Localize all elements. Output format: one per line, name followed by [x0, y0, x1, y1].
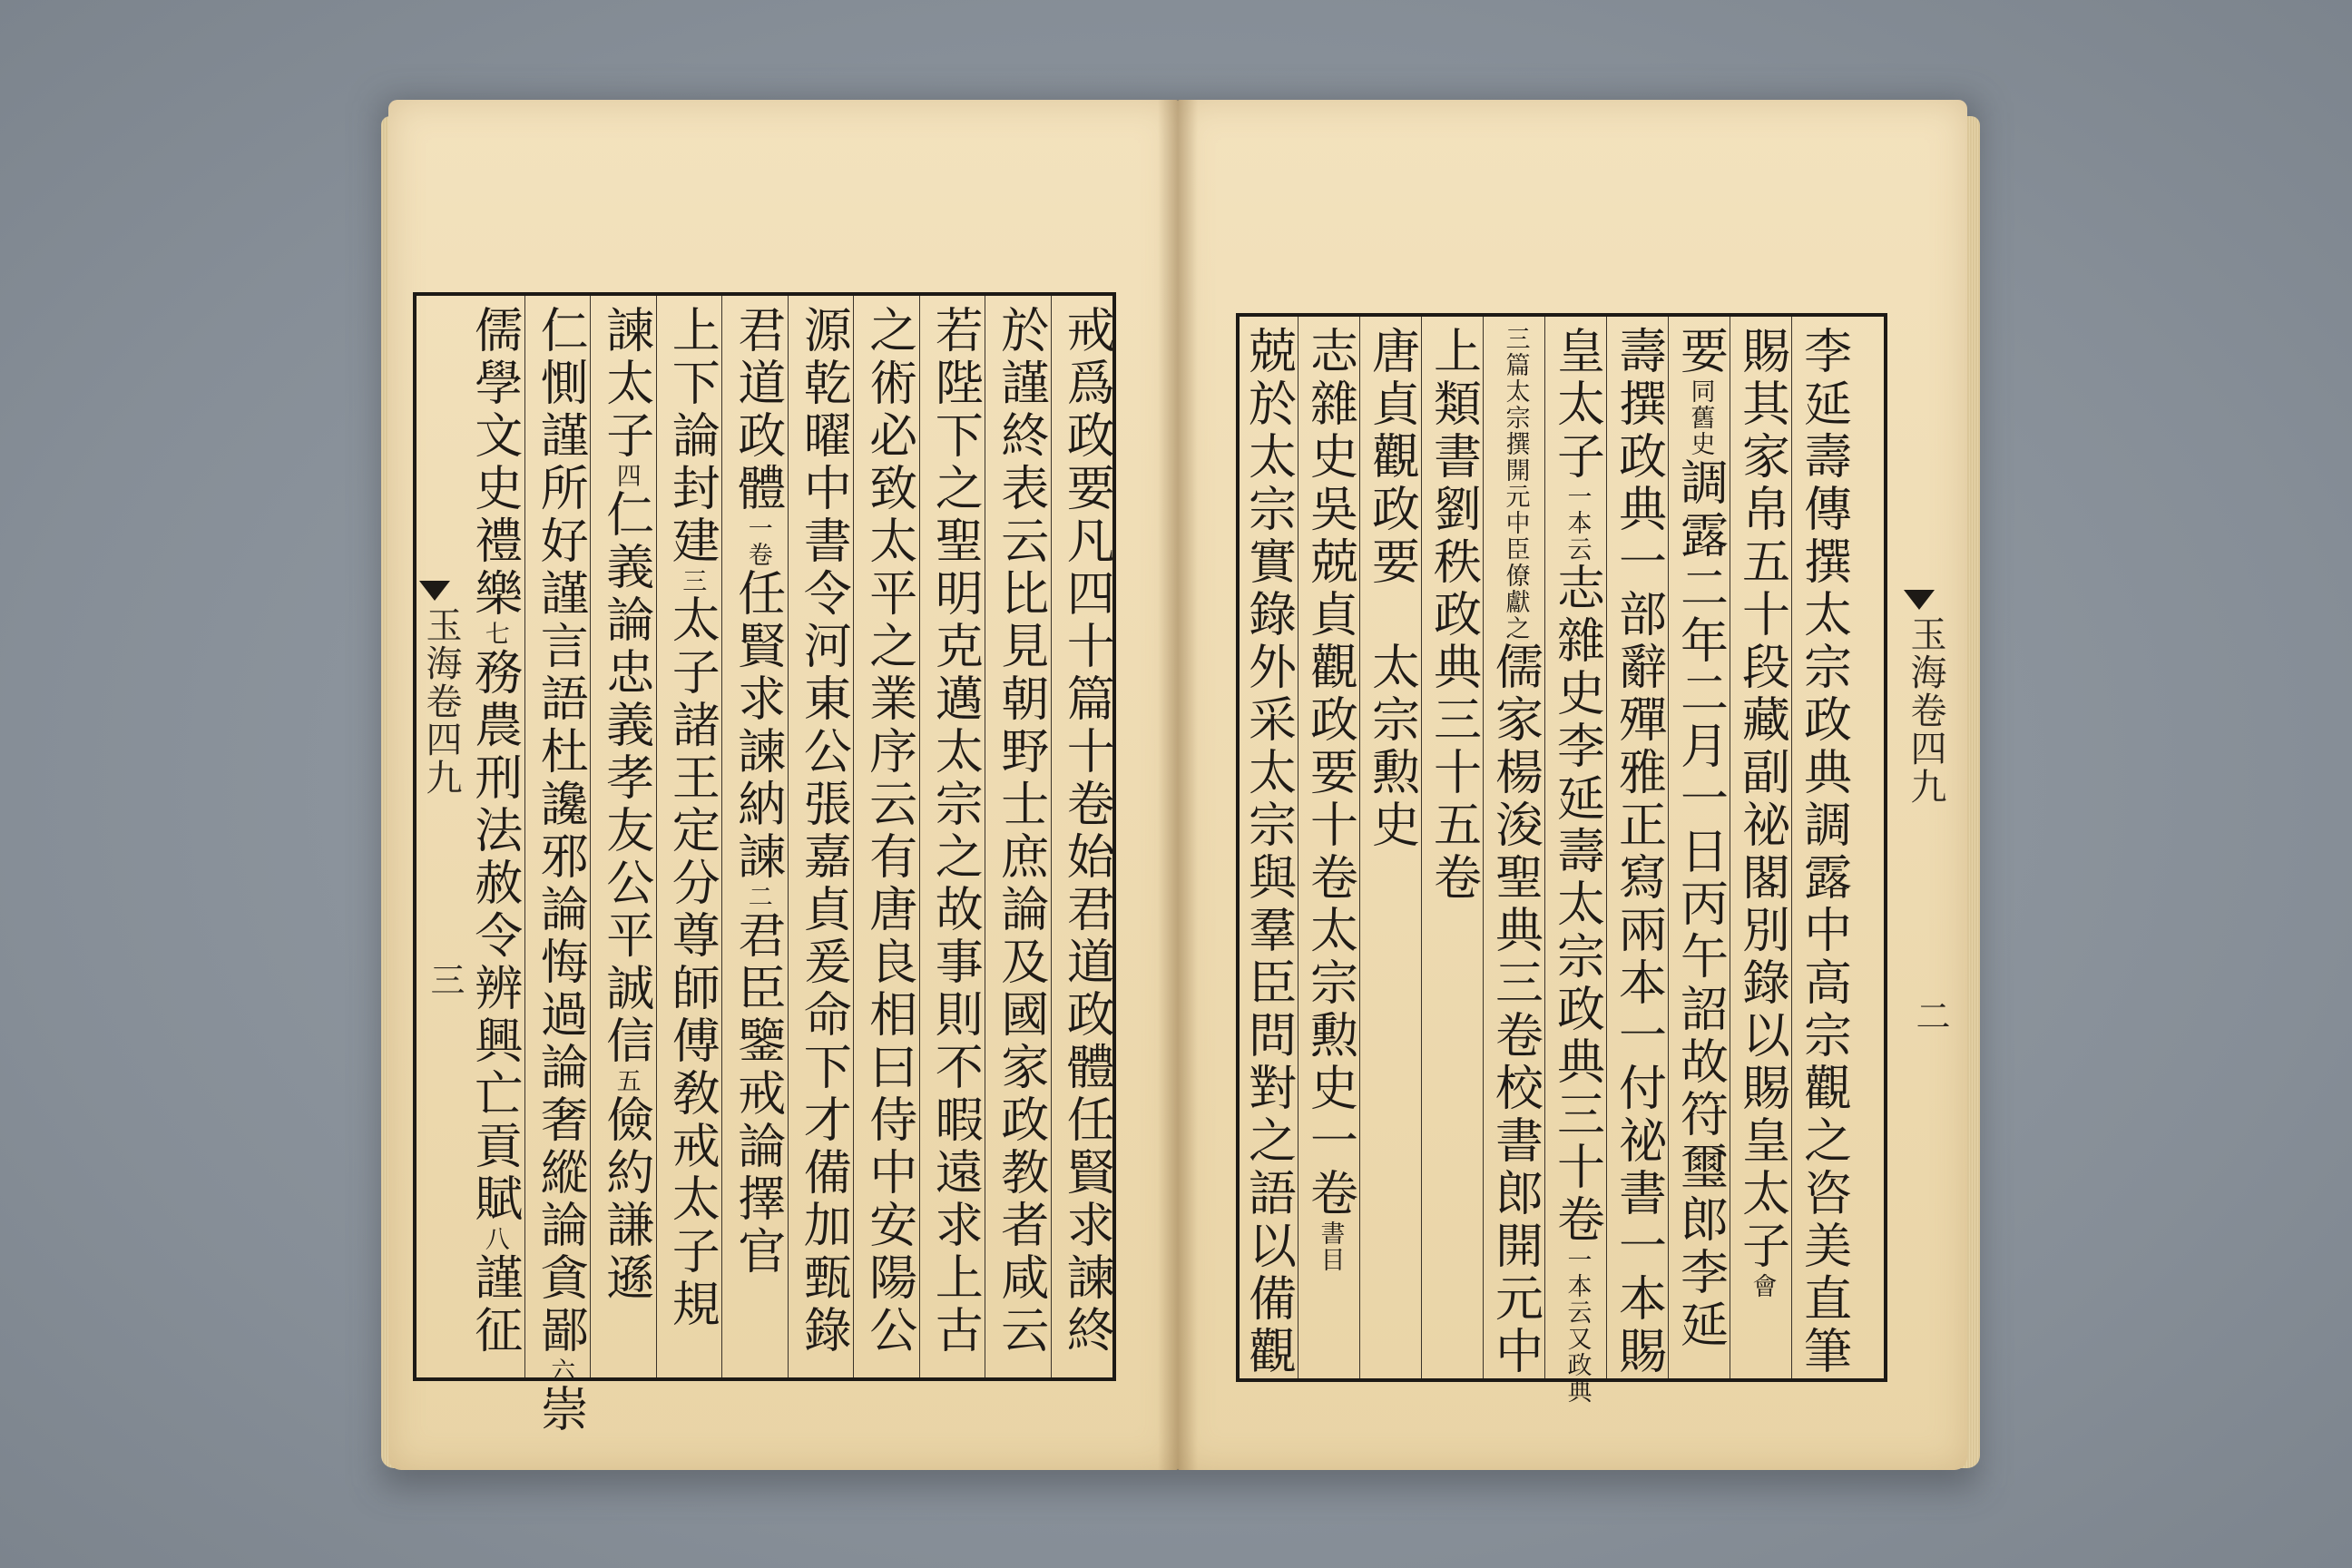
- text-column: [1672, 326, 1729, 1369]
- column-rule: [1359, 317, 1360, 1378]
- text-column: [598, 305, 654, 1368]
- column-annotation: 六: [546, 1357, 575, 1384]
- text-column: [1734, 326, 1790, 1369]
- column-annotation: 會: [1748, 1273, 1777, 1299]
- column-rule: [1544, 317, 1545, 1378]
- text-column: [993, 305, 1049, 1368]
- column-rule: [1606, 317, 1607, 1378]
- text-column: [1611, 326, 1667, 1378]
- column-annotation: 三: [678, 568, 707, 594]
- column-annotation: 八: [480, 1226, 509, 1252]
- column-annotation: 一本云又政典: [1563, 1247, 1592, 1405]
- column-text: 君臣鑒戒論擇官: [730, 910, 786, 1279]
- column-rule: [1483, 317, 1484, 1378]
- column-text: 皇太子: [1549, 326, 1605, 484]
- book-gutter: [1158, 100, 1198, 1470]
- column-text: 壽撰政典一部辭殫雅正寫兩本一付祕書一本賜: [1611, 326, 1667, 1378]
- text-column: [1796, 326, 1852, 1378]
- column-text: 太子諸王定分尊師傅敎戒太子規: [664, 594, 720, 1331]
- column-text: 任賢求諫納諫: [730, 568, 786, 884]
- column-annotation: 七: [480, 621, 509, 647]
- column-annotation: 書目: [1316, 1220, 1345, 1273]
- column-rule: [919, 296, 920, 1377]
- column-text: 儒學文史禮樂: [466, 305, 523, 621]
- column-rule: [656, 296, 657, 1377]
- column-rule: [1791, 317, 1792, 1378]
- column-text: 志雜史李延壽太宗政典三十卷: [1549, 563, 1605, 1247]
- text-column: [1302, 326, 1358, 1369]
- column-text: 上類書劉秩政典三十五卷: [1426, 326, 1482, 905]
- text-column: [861, 305, 917, 1368]
- column-rule: [788, 296, 789, 1377]
- right-page-number: 二: [1910, 998, 1950, 1033]
- text-column: [1487, 326, 1544, 1378]
- column-text: 謹征: [466, 1252, 523, 1357]
- text-column: [795, 305, 852, 1368]
- text-column: [1240, 326, 1297, 1378]
- column-text: 李延壽傳撰太宗政典調露中高宗觀之咨美直筆: [1796, 326, 1852, 1378]
- column-rule: [853, 296, 854, 1377]
- column-rule: [590, 296, 591, 1377]
- column-rule: [524, 296, 525, 1377]
- text-column: [730, 305, 786, 1368]
- column-annotation: 一卷: [743, 515, 772, 568]
- text-column: [466, 305, 523, 1368]
- column-text: 賜其家帛五十段藏副祕閣別錄以賜皇太子: [1734, 326, 1790, 1273]
- column-text: 儒家楊浚聖典三卷校書郎開元中: [1487, 642, 1544, 1378]
- text-column: [1058, 305, 1115, 1368]
- column-text: 若陛下之聖明克邁太宗之故事則不暇遠求上古: [927, 305, 984, 1357]
- column-annotation: 二: [743, 884, 772, 910]
- left-page-number: 三: [425, 962, 465, 996]
- column-annotation: 三篇太宗撰開元中臣僚獻之: [1501, 326, 1530, 642]
- column-annotation: 五: [612, 1068, 641, 1094]
- column-text: 上下論封建: [664, 305, 720, 568]
- column-text: 兢於太宗實錄外采太宗與羣臣問對之語以備觀: [1240, 326, 1297, 1378]
- column-text: 調露二年二月一日丙午詔故符璽郎李延: [1672, 457, 1729, 1352]
- column-text: 諫太子: [598, 305, 654, 463]
- text-column: [532, 305, 589, 1436]
- column-text: 要: [1672, 326, 1729, 378]
- column-rule: [721, 296, 722, 1377]
- column-text: 戒爲政要凡四十篇十卷始君道政體任賢求諫終: [1059, 305, 1115, 1357]
- text-column: [926, 305, 984, 1368]
- column-text: 之術必致太平之業序云有唐良相曰侍中安陽公: [861, 305, 917, 1357]
- column-rule: [1421, 317, 1422, 1378]
- text-column: [1426, 326, 1482, 1369]
- left-fold-label: 玉海卷四九: [420, 606, 462, 797]
- column-text: 唐貞觀政要 太宗勲史: [1364, 326, 1420, 852]
- column-text: 於謹終表云比見朝野士庶論及國家政教者咸云: [993, 305, 1049, 1357]
- column-text: 君道政體: [730, 305, 786, 515]
- text-column: [1364, 326, 1420, 1369]
- text-column: [663, 305, 720, 1368]
- column-rule: [1668, 317, 1669, 1378]
- column-text: 源乾曜中書令河東公張嘉貞爰命下才備加甄錄: [796, 305, 852, 1357]
- column-annotation: 舊史: [1686, 405, 1715, 457]
- column-text: 崇: [533, 1384, 589, 1436]
- column-annotation: 同: [1686, 378, 1715, 405]
- column-text: 志雜史吳兢貞觀政要十卷太宗勲史一卷: [1302, 326, 1358, 1220]
- column-text: 仁惻謹所好謹言語杜讒邪論悔過論奢縱論貪鄙: [533, 305, 589, 1357]
- right-fold-label: 玉海卷四九: [1905, 615, 1946, 806]
- column-text: 儉約謙遜: [598, 1094, 654, 1305]
- text-column: [1549, 326, 1605, 1405]
- column-annotation: 一本云: [1563, 484, 1592, 563]
- column-annotation: 四: [612, 463, 641, 489]
- column-rule: [1051, 296, 1052, 1377]
- column-text: 仁義論忠義孝友公平誠信: [598, 489, 654, 1068]
- column-text: 務農刑法赦令辨興亡貢賦: [466, 647, 523, 1226]
